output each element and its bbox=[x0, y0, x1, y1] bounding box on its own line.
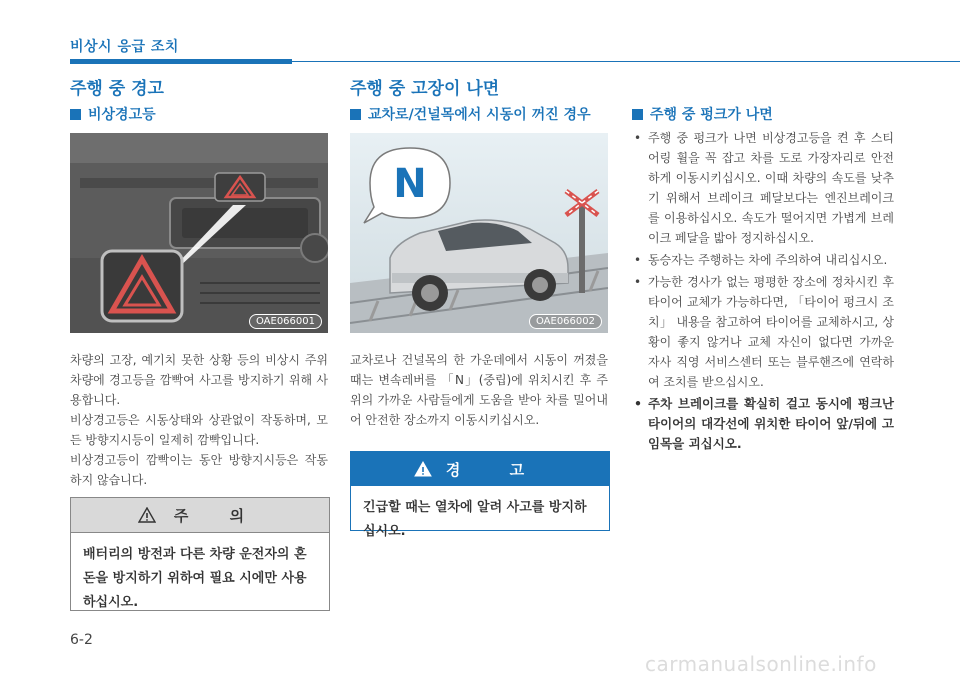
left-section-title: 주행 중 경고 bbox=[70, 79, 164, 99]
n-bubble-letter: N bbox=[393, 161, 427, 207]
left-paragraph-1: 차량의 고장, 예기치 못한 상황 등의 비상시 주위 차량에 경고등을 깜빡여 사고를 방지하기 위해 사용합니다. bbox=[70, 353, 328, 407]
middle-subtitle-text: 교차로/건널목에서 시동이 꺼진 경우 bbox=[368, 107, 591, 123]
square-bullet-icon bbox=[70, 109, 81, 120]
section-label: 비상시 응급 조치 bbox=[70, 39, 179, 55]
warning-heading: 경 고 bbox=[445, 460, 547, 479]
right-subtitle-text: 주행 중 펑크가 나면 bbox=[650, 107, 773, 123]
caution-box bbox=[70, 497, 330, 611]
figure-code-1: OAE066001 bbox=[249, 314, 322, 329]
header-rule-thick bbox=[70, 59, 292, 64]
warning-triangle-icon bbox=[414, 461, 432, 477]
caution-header bbox=[71, 498, 329, 533]
square-bullet-icon bbox=[350, 109, 361, 120]
right-subtitle bbox=[632, 104, 773, 124]
list-item-emphasis: • 주차 브레이크를 확실히 걸고 동시에 펑크난 타이어의 대각선에 위치한 타이어 앞/뒤에 고임목을 괴십시오. bbox=[634, 396, 894, 451]
dashboard-illustration bbox=[70, 133, 328, 333]
list-item: • 가능한 경사가 없는 평평한 장소에 정차시킨 후 타이어 교체가 가능하다면, 「타이어 펑크시 조치」 내용을 참고하여 타이어를 교체하시고, 상황이 좋지 않거나 교체 자신이 없다면 가까운 자사 직영 서비스센터 또는 블루핸즈에 연락하여 조치를 받으십시오. bbox=[632, 272, 894, 392]
middle-section-title: 주행 중 고장이 나면 bbox=[350, 79, 500, 99]
left-paragraph-2: 비상경고등은 시동상태와 상관없이 작동하며, 모든 방향지시등이 일제히 깜빡입니다. bbox=[70, 413, 328, 447]
bullet-dot-icon: • bbox=[634, 275, 642, 289]
page-number: 6-2 bbox=[70, 632, 93, 648]
list-item: • 동승자는 주행하는 차에 주의하여 내리십시오. bbox=[632, 250, 894, 270]
car-on-crossing-illustration bbox=[350, 133, 608, 333]
flat-tire-bullet-list bbox=[632, 128, 894, 456]
bullet-dot-icon: • bbox=[634, 131, 642, 145]
caution-body: 배터리의 방전과 다른 차량 운전자의 혼돈을 방지하기 위하여 필요 시에만 사용하십시오. bbox=[83, 547, 307, 610]
warning-box bbox=[350, 451, 610, 539]
left-subtitle-text: 비상경고등 bbox=[88, 107, 156, 123]
warning-triangle-icon bbox=[138, 507, 156, 523]
square-bullet-icon bbox=[632, 109, 643, 120]
bullet-dot-icon: • bbox=[634, 253, 642, 267]
warning-header bbox=[351, 452, 609, 486]
bullet-dot-icon: • bbox=[634, 396, 642, 411]
middle-body-text: 교차로나 건널목의 한 가운데에서 시동이 꺼졌을 때는 변속레버를 「N」(중립)에 위치시킨 후 주위의 가까운 사람들에게 도움을 받아 차를 밀어내어 안전한 장소까지 이동시키십시오. bbox=[350, 353, 608, 427]
left-subtitle bbox=[70, 104, 156, 124]
railroad-crossing-figure bbox=[350, 133, 608, 333]
header-rule-thin bbox=[292, 61, 960, 62]
caution-heading: 주 의 bbox=[173, 506, 263, 525]
list-item: • 주행 중 펑크가 나면 비상경고등을 켠 후 스티어링 휠을 꼭 잡고 차를 도로 가장자리로 안전하게 이동시키십시오. 이때 차량의 속도를 낮추기 위해서 브레이크 페달보다는 엔진브레이크를 이용하십시오. 속도가 떨어지면 가볍게 브레이크 페달을 밟아 정지하십시오. bbox=[632, 128, 894, 248]
middle-subtitle bbox=[350, 104, 591, 124]
warning-body: 긴급할 때는 열차에 알려 사고를 방지하십시오. bbox=[363, 500, 587, 539]
left-body-text bbox=[70, 350, 328, 490]
hazard-switch-figure bbox=[70, 133, 328, 333]
left-paragraph-3: 비상경고등이 깜빡이는 동안 방향지시등은 작동하지 않습니다. bbox=[70, 453, 328, 487]
watermark-text: carmanualsonline.info bbox=[645, 652, 877, 676]
figure-code-2: OAE066002 bbox=[529, 314, 602, 329]
